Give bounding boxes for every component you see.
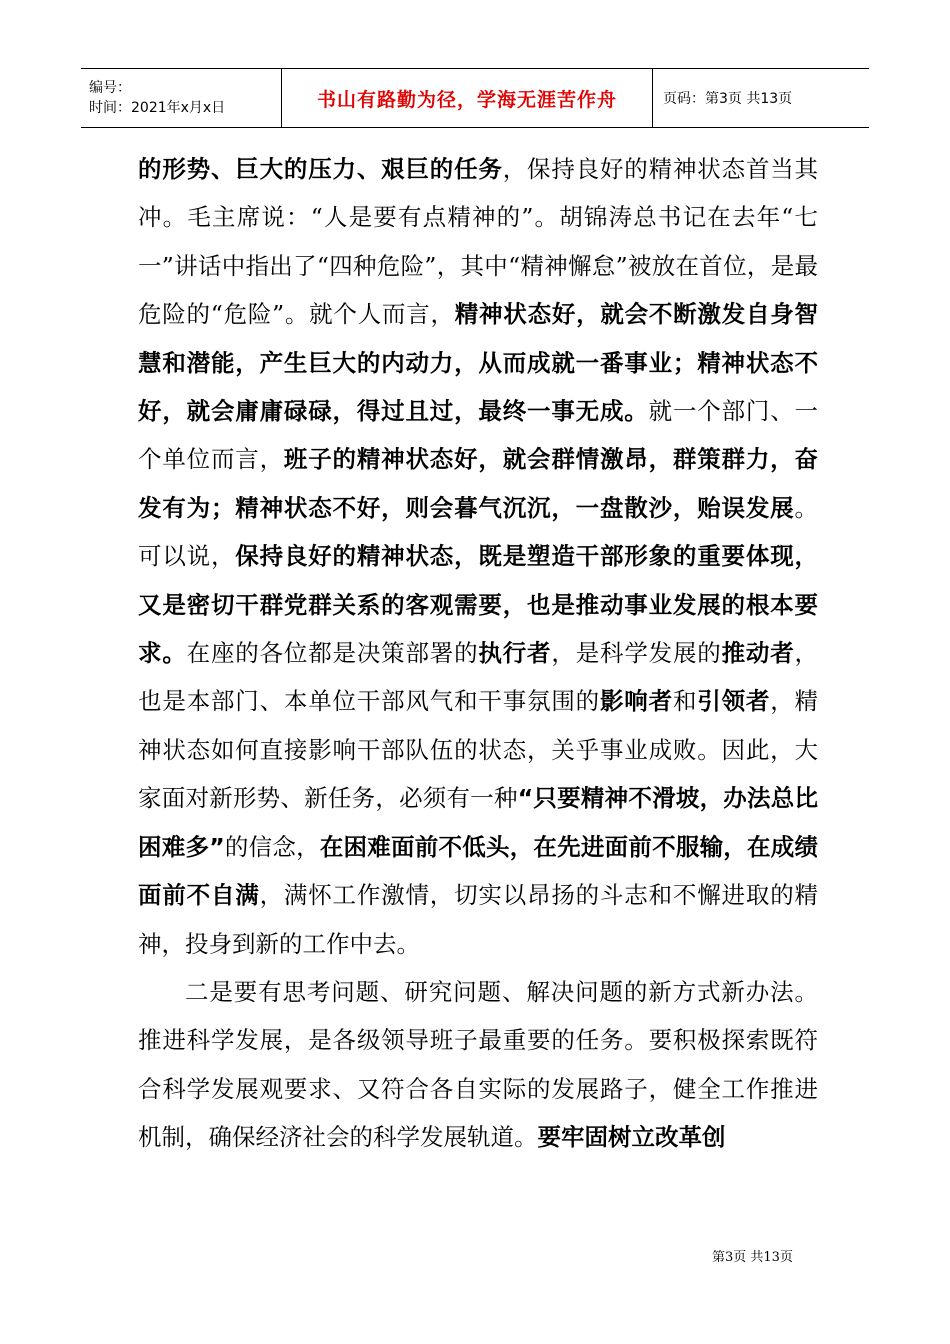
page-header: [81, 68, 869, 128]
bold-text-run: 在困难面前不低头，在先进面前不服输，在成绩面前不自满: [138, 832, 819, 910]
text-run: ，精神状态如何直接影响干部队伍的状态，关乎事业成败。因此，大家面对新形势、新任务，必须有一种: [138, 687, 819, 813]
bold-text-run: “只要精神不滑坡，办法总比困难多”: [138, 784, 819, 861]
text-run: ，也是本部门、本单位干部风气和干事氛围的: [138, 639, 819, 716]
bold-text-run: 班子的精神状态好，就会群情激昂，群策群力，奋发有为；精神状态不好，则会暮气沉沉，一盘散沙，贻误发展: [138, 445, 819, 522]
text-run: 二是要有思考问题、研究问题、解决问题的新方式新办法。推进科学发展，是各级领导班子最重要的任务。要积极探索既符合科学发展观要求、又符合各自实际的发展路子，健全工作推进机制，确保经济社会的科学发展轨道。: [138, 977, 818, 1152]
number-label: 编号：: [89, 80, 131, 96]
page-footer: 第3页 共13页: [712, 1250, 793, 1265]
header-motto: 书山有路勤为径，学海无涯苦作舟: [282, 69, 653, 127]
bold-text-run: 精神状态好，就会不断激发自身智慧和潜能，产生巨大的内动力，从而成就一番事业；精神状态不好，就会庸庸碌碌，得过且过，最终一事无成。: [138, 300, 818, 426]
text-run: 和: [672, 687, 698, 716]
bold-text-run: 引领者: [697, 687, 771, 716]
document-body: [138, 145, 818, 1162]
text-run: ，保持良好的精神状态首当其冲。毛主席说：“人是要有点精神的”。胡锦涛总书记在去年“七一”讲话中指出了“四种危险”，其中“精神懈怠”被放在首位，是最危险的“危险”。就个人而言，: [138, 155, 819, 329]
bold-text-run: 推动者: [721, 639, 795, 668]
paragraph-2: [138, 968, 818, 1162]
text-run: 就一个部门、一个单位而言，: [138, 397, 819, 474]
text-run: 。可以说，: [138, 493, 818, 571]
bold-text-run: 的形势、巨大的压力、艰巨的任务: [138, 155, 503, 183]
bold-text-run: 要牢固树立改革创: [537, 1123, 726, 1152]
bold-text-run: 影响者: [599, 687, 673, 716]
paragraph-1: [138, 145, 818, 968]
text-run: ，是科学发展的: [551, 639, 722, 668]
text-run: 在座的各位都是决策部署的: [186, 639, 479, 668]
time-label: 时间：2021年x月x日: [89, 100, 226, 116]
bold-text-run: 保持良好的精神状态，既是塑造干部形象的重要体现，又是密切干群党群关系的客观需要，也是推动事业发展的根本要求。: [138, 542, 819, 668]
header-meta: [81, 69, 282, 127]
text-run: ，满怀工作激情，切实以昂扬的斗志和不懈进取的精神，投身到新的工作中去。: [138, 881, 819, 958]
text-run: 的信念，: [224, 832, 320, 861]
bold-text-run: 执行者: [478, 639, 552, 668]
header-page-number: 页码：第3页 共13页: [663, 91, 793, 107]
